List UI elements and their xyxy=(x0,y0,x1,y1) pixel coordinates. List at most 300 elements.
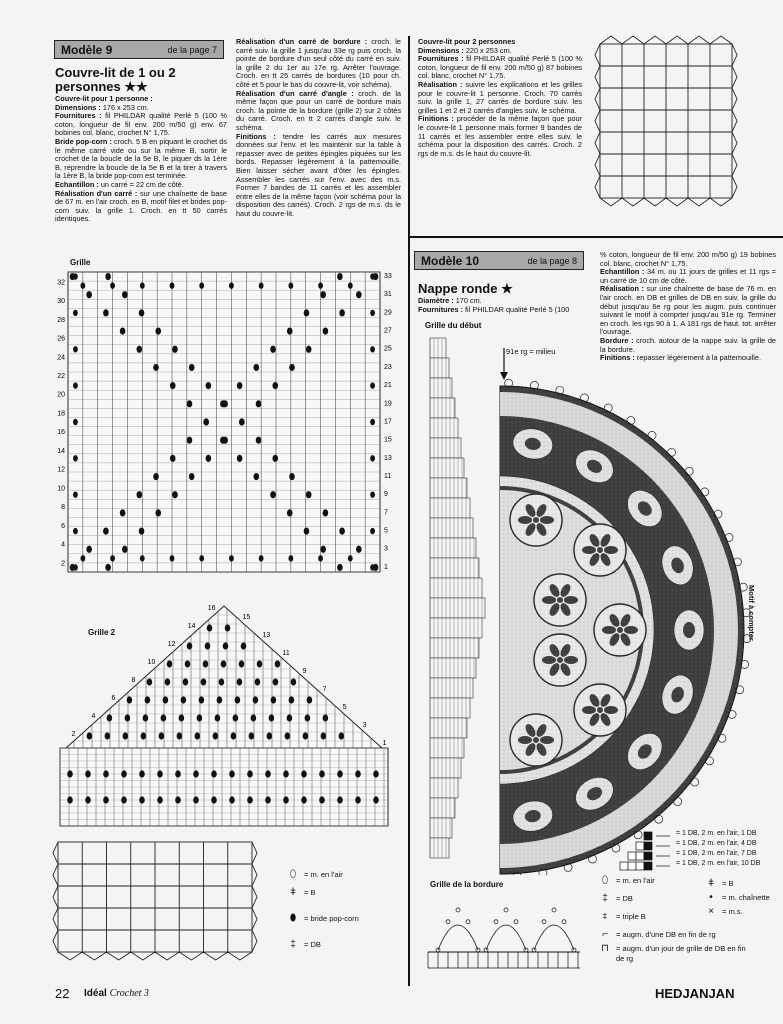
magazine-name: Idéal Crochet 3 xyxy=(84,988,149,999)
popcorn-mark xyxy=(147,678,153,685)
popcorn-mark xyxy=(339,309,345,316)
popcorn-mark xyxy=(73,528,78,534)
popcorn-mark xyxy=(255,678,261,685)
model9-title-line1: Couvre-lit de 1 ou 2 xyxy=(55,65,176,80)
row-number-left: 4 xyxy=(61,541,65,549)
row-number-right: 21 xyxy=(384,382,392,390)
grille2-row-number: 3 xyxy=(362,722,367,729)
popcorn-mark xyxy=(373,770,379,777)
popcorn-mark xyxy=(247,770,253,777)
popcorn-mark xyxy=(237,382,243,389)
popcorn-mark xyxy=(181,696,187,703)
col1-bride: croch. 5 B en piquant le crochet ds le même carré vide ou sur la même B, sortir le crochet de la boucle de la 5e B, le piquer ds la 1ère B, reprendre la boucle de la 5e B et la tirer à travers la 1ère B, la bride pop-corn est terminée. xyxy=(55,136,227,181)
grille2-row-number: 12 xyxy=(167,641,176,648)
popcorn-mark xyxy=(73,492,78,498)
popcorn-mark xyxy=(155,327,161,334)
popcorn-mark xyxy=(159,732,165,739)
popcorn-mark xyxy=(229,555,234,561)
row-number-right: 13 xyxy=(384,454,392,462)
grille2-row-number: 9 xyxy=(302,668,307,675)
popcorn-mark xyxy=(80,555,85,561)
model10-legend-left: ⬯ = m. en l'air ‡ = DB ⧧ = triple B ⌐ = augm. d'une DB en fin de rg ⊓ = augm. d'un jour de grille de DB en fin de rg xyxy=(594,872,756,970)
popcorn-mark xyxy=(195,732,201,739)
popcorn-mark xyxy=(253,696,259,703)
popcorn-mark xyxy=(73,419,78,425)
popcorn-mark xyxy=(172,491,178,498)
popcorn-mark xyxy=(222,437,228,444)
popcorn-mark xyxy=(307,696,313,703)
popcorn-mark xyxy=(270,346,276,353)
popcorn-mark xyxy=(185,660,191,667)
col3-finitions: procéder de la même façon que pour le couvre-lit 1 personne mais former 9 bandes de 11 carrés et les assembler entre elles suiv. le schéma pour la disposition des carrés. Croch. 2 rgs de m.s. ds le haut du couvre-lit. xyxy=(418,114,582,158)
popcorn-mark xyxy=(348,555,353,561)
popcorn-mark xyxy=(287,714,293,721)
popcorn-mark xyxy=(370,564,375,570)
popcorn-mark xyxy=(370,382,375,388)
row-number-left: 14 xyxy=(57,447,65,455)
col1-dimensions: 176 x 253 cm. xyxy=(100,102,149,112)
popcorn-mark xyxy=(229,796,235,803)
popcorn-mark xyxy=(306,491,312,498)
popcorn-mark xyxy=(189,473,195,480)
popcorn-mark xyxy=(125,714,131,721)
triple-treble-symbol-icon: ⧧ xyxy=(602,911,608,922)
popcorn-mark xyxy=(237,455,243,462)
popcorn-mark xyxy=(172,346,178,353)
bordure-chart xyxy=(424,890,584,972)
col1-realisation: sur une chaînette de base de 67 m. en l'air croch. en B, motif filet et brides pop-corn suiv. la grille 1. Croch. en tt 50 carrés identiques. xyxy=(55,188,227,224)
row-number-left: 32 xyxy=(57,279,65,287)
row-number-left: 30 xyxy=(57,298,65,306)
popcorn-mark xyxy=(206,455,212,462)
popcorn-mark xyxy=(211,770,217,777)
popcorn-mark xyxy=(199,282,204,288)
popcorn-mark xyxy=(110,282,115,288)
popcorn-mark xyxy=(356,546,362,553)
popcorn-mark xyxy=(237,678,243,685)
popcorn-mark xyxy=(288,282,293,288)
col2-finitions: tendre les carrés aux mesures données sur l'env. et les maintenir sur la table à repasser avec de petites épingles piquées sur les bords. Repasser légèrement à la pattemouille. Bien laisser sécher avant d'ôter les épingles. Assembler les carrés sur l'env. avec des m.s. Former 7 bandes de 11 carrés et les assembler entre elles de la même façon (voir schéma pour la disposition des carrés). Croch. 2 rgs de m.s. ds le haut du couvre-lit. xyxy=(236,131,402,218)
model9-border-schema xyxy=(52,838,264,968)
popcorn-mark xyxy=(105,732,111,739)
popcorn-mark xyxy=(323,509,329,516)
row-number-right: 3 xyxy=(384,545,388,553)
popcorn-mark xyxy=(155,509,161,516)
popcorn-mark xyxy=(199,555,204,561)
row-number-right: 27 xyxy=(384,327,392,335)
popcorn-mark xyxy=(233,714,239,721)
popcorn-mark xyxy=(73,455,78,461)
col3-realisation: suivre les explications et les grilles pour le couvre-lit 1 personne. Croch. 70 carrés suiv. la grille 1, 27 carrés de bordure suiv. les grilles 1 et 2 et 2 carrés d'angles suiv. le schéma. xyxy=(418,79,583,115)
popcorn-mark xyxy=(275,660,281,667)
popcorn-mark xyxy=(86,291,92,298)
popcorn-mark xyxy=(373,796,379,803)
popcorn-mark xyxy=(225,624,231,631)
popcorn-mark xyxy=(339,732,345,739)
treble-symbol-icon: ǂ xyxy=(290,887,296,898)
popcorn-mark xyxy=(272,382,278,389)
popcorn-symbol-icon: ⬮ xyxy=(289,913,297,924)
grille2-row-number: 8 xyxy=(131,677,136,684)
popcorn-mark xyxy=(229,282,234,288)
popcorn-mark xyxy=(201,678,207,685)
popcorn-mark xyxy=(304,527,310,534)
popcorn-mark xyxy=(288,555,293,561)
popcorn-mark xyxy=(163,696,169,703)
popcorn-mark xyxy=(289,473,295,480)
popcorn-mark xyxy=(289,364,295,371)
popcorn-mark xyxy=(143,714,149,721)
popcorn-mark xyxy=(206,382,212,389)
popcorn-mark xyxy=(187,642,193,649)
row-number-left: 22 xyxy=(57,373,65,380)
col3-fournitures-label: Fournitures : xyxy=(418,54,464,64)
popcorn-mark xyxy=(121,796,127,803)
row-number-left: 16 xyxy=(57,429,65,437)
popcorn-mark xyxy=(370,455,375,461)
popcorn-mark xyxy=(370,273,375,279)
col2-angle-label: Réalisation d'un carré d'angle : xyxy=(236,88,354,98)
row-number-left: 20 xyxy=(57,391,65,399)
popcorn-mark xyxy=(123,732,129,739)
popcorn-mark xyxy=(170,455,176,462)
col1-echantillon-label: Echantillon : xyxy=(55,179,99,189)
popcorn-mark xyxy=(139,309,145,316)
col1-dimensions-label: Dimensions : xyxy=(55,102,101,112)
increase-db-symbol-icon: ⌐ xyxy=(602,929,608,940)
popcorn-mark xyxy=(370,492,375,498)
popcorn-mark xyxy=(235,696,241,703)
popcorn-mark xyxy=(85,770,91,777)
popcorn-mark xyxy=(127,696,133,703)
popcorn-mark xyxy=(175,796,181,803)
popcorn-mark xyxy=(348,282,353,288)
popcorn-mark xyxy=(318,555,323,561)
popcorn-mark xyxy=(265,770,271,777)
row-number-right: 23 xyxy=(384,363,392,371)
popcorn-mark xyxy=(179,714,185,721)
row-number-right: 7 xyxy=(384,509,388,517)
popcorn-mark xyxy=(287,509,293,516)
popcorn-mark xyxy=(183,678,189,685)
model10-legend-right: ǂ = B • = m. chaînette × = m.s. xyxy=(700,877,770,919)
popcorn-mark xyxy=(271,696,277,703)
double-treble-symbol-icon: ‡ xyxy=(602,893,608,904)
grille2-row-number: 15 xyxy=(242,614,251,621)
popcorn-mark xyxy=(239,418,245,425)
grille2-row-number: 13 xyxy=(262,632,271,639)
popcorn-mark xyxy=(229,770,235,777)
col1-realisation-label: Réalisation d'un carré : xyxy=(55,188,138,198)
popcorn-mark xyxy=(73,564,78,570)
grille2-chart xyxy=(52,598,397,830)
model10-title: Nappe ronde ★ xyxy=(418,281,513,296)
popcorn-mark xyxy=(356,291,362,298)
popcorn-mark xyxy=(170,382,176,389)
model10-top-rule xyxy=(408,236,783,238)
popcorn-mark xyxy=(304,309,310,316)
grille2-label: Grille 2 xyxy=(88,628,116,637)
popcorn-mark xyxy=(103,309,109,316)
popcorn-mark xyxy=(145,696,151,703)
popcorn-mark xyxy=(231,732,237,739)
popcorn-mark xyxy=(219,678,225,685)
popcorn-mark xyxy=(259,282,264,288)
popcorn-mark xyxy=(187,400,193,407)
popcorn-mark xyxy=(140,282,145,288)
model10-page-ref: de la page 8 xyxy=(527,255,577,266)
popcorn-mark xyxy=(153,364,159,371)
popcorn-mark xyxy=(73,346,78,352)
db-key-diagram xyxy=(612,828,672,878)
popcorn-mark xyxy=(193,770,199,777)
popcorn-mark xyxy=(189,364,195,371)
doily-chart xyxy=(424,330,754,875)
row-number-right: 15 xyxy=(384,436,392,444)
row-number-left: 8 xyxy=(61,504,65,512)
row-number-right: 31 xyxy=(384,291,392,299)
popcorn-mark xyxy=(355,796,361,803)
row-number-right: 19 xyxy=(384,400,392,408)
row-number-right: 1 xyxy=(384,563,388,571)
popcorn-mark xyxy=(67,770,73,777)
col1-echantillon: un carré = 22 cm de côté. xyxy=(98,179,184,189)
popcorn-mark xyxy=(139,770,145,777)
popcorn-mark xyxy=(320,546,326,553)
popcorn-mark xyxy=(103,796,109,803)
slip-stitch-symbol-icon: • xyxy=(709,892,713,903)
popcorn-mark xyxy=(339,527,345,534)
popcorn-mark xyxy=(283,796,289,803)
popcorn-mark xyxy=(259,555,264,561)
popcorn-mark xyxy=(193,796,199,803)
popcorn-mark xyxy=(247,796,253,803)
popcorn-mark xyxy=(254,473,260,480)
popcorn-mark xyxy=(105,564,111,571)
popcorn-mark xyxy=(73,310,78,316)
model9-page-ref: de la page 7 xyxy=(167,44,217,55)
popcorn-mark xyxy=(107,714,113,721)
row-number-left: 28 xyxy=(57,316,65,324)
grille2-row-number: 6 xyxy=(111,695,116,702)
popcorn-mark xyxy=(337,770,343,777)
grille2-row-number: 14 xyxy=(187,623,196,630)
grille2-row-number: 11 xyxy=(282,650,290,657)
popcorn-mark xyxy=(211,796,217,803)
popcorn-mark xyxy=(337,796,343,803)
popcorn-mark xyxy=(203,660,209,667)
popcorn-mark xyxy=(161,714,167,721)
increase-mesh-symbol-icon: ⊓ xyxy=(601,943,609,954)
popcorn-mark xyxy=(370,528,375,534)
popcorn-mark xyxy=(165,678,171,685)
grille-bordure-label: Grille de la bordure xyxy=(430,880,504,889)
col2-finitions-label: Finitions : xyxy=(236,131,276,141)
popcorn-mark xyxy=(251,714,257,721)
model9-col3-text xyxy=(418,38,582,158)
popcorn-mark xyxy=(257,660,263,667)
grille2-row-number: 7 xyxy=(322,686,327,693)
popcorn-mark xyxy=(153,473,159,480)
col2-bordure: croch. le carré suiv. la grille 1 jusqu'au 33e rg puis croch. la pointe de bordure d'un seul côté du carré en suiv. la grille 2 du 1er au 17e rg. Arrêter l'ouvrage. Croch. en tt 25 carrés de bordures (10 pour ch. côté et 5 pour le bas du couvre-lit, voir schéma). xyxy=(236,37,401,89)
popcorn-mark xyxy=(301,770,307,777)
legend-chain: ⬯ = m. en l'air xyxy=(282,866,359,884)
popcorn-mark xyxy=(103,527,109,534)
legend-db: ‡ = DB xyxy=(282,936,359,954)
legend-b: ǂ = B xyxy=(282,884,359,902)
grille2-row-number: 4 xyxy=(91,713,96,720)
grille2-row-number: 1 xyxy=(382,740,387,747)
popcorn-mark xyxy=(221,660,227,667)
popcorn-mark xyxy=(122,291,128,298)
model9-legend xyxy=(282,866,359,954)
col1-fournitures: fil PHILDAR qualité Perlé 5 (100 % coton, longueur de fil env. 200 m/50 g) env. 67 bobines col. blanc, crochet N° 1,75. xyxy=(55,111,227,138)
model10-left-text: Diamètre : 170 cm. Fournitures : fil PHILDAR qualité Perlé 5 (100 xyxy=(418,296,570,314)
popcorn-mark xyxy=(291,678,297,685)
popcorn-mark xyxy=(105,273,111,280)
col3-dimensions-label: Dimensions : xyxy=(418,45,464,55)
col3-subhead: Couvre-lit pour 2 personnes xyxy=(418,37,516,46)
db-key-lines: = 1 DB, 2 m. en l'air, 1 DB = 1 DB, 2 m. en l'air, 4 DB = 1 DB, 2 m. en l'air, 7 DB = 1 DB, 2 m. en l'air, 10 DB xyxy=(676,830,761,867)
popcorn-mark xyxy=(256,437,262,444)
popcorn-mark xyxy=(157,796,163,803)
popcorn-mark xyxy=(321,732,327,739)
popcorn-mark xyxy=(337,564,343,571)
popcorn-mark xyxy=(67,796,73,803)
popcorn-mark xyxy=(319,796,325,803)
popcorn-mark xyxy=(215,714,221,721)
grille2-row-number: 5 xyxy=(342,704,347,711)
popcorn-mark xyxy=(139,796,145,803)
col3-realisation-label: Réalisation : xyxy=(418,79,463,89)
grille-debut-label: Grille du début xyxy=(425,321,482,330)
popcorn-mark xyxy=(85,796,91,803)
row-number-right: 33 xyxy=(384,273,392,280)
popcorn-mark xyxy=(370,419,375,425)
popcorn-mark xyxy=(254,364,260,371)
popcorn-mark xyxy=(323,327,329,334)
chain-symbol-icon: ⬯ xyxy=(601,875,609,886)
popcorn-mark xyxy=(157,770,163,777)
col1-subhead: Couvre-lit pour 1 personne : xyxy=(55,94,153,103)
double-treble-symbol-icon: ‡ xyxy=(290,939,296,950)
grille2-row-number: 2 xyxy=(71,731,76,738)
popcorn-mark xyxy=(265,796,271,803)
chain-symbol-icon: ⬯ xyxy=(289,869,297,880)
model9-header xyxy=(54,40,224,59)
row-number-left: 24 xyxy=(57,354,65,362)
col2-bordure-label: Réalisation d'un carré de bordure : xyxy=(236,37,368,46)
model9-title-line2: personnes ★★ xyxy=(55,79,148,94)
popcorn-mark xyxy=(301,796,307,803)
col3-finitions-label: Finitions : xyxy=(418,114,454,124)
page-number: 22 xyxy=(55,986,70,1001)
col1-bride-label: Bride pop-corn : xyxy=(55,136,112,146)
popcorn-mark xyxy=(203,418,209,425)
popcorn-mark xyxy=(87,732,93,739)
popcorn-mark xyxy=(239,660,245,667)
popcorn-mark xyxy=(305,714,311,721)
col3-fournitures: fil PHILDAR qualité Perlé 5 (100 % coton, longueur de fil env. 200 m/50 g) 87 bobines col. blanc, crochet N° 1,75. xyxy=(418,54,582,81)
popcorn-mark xyxy=(139,527,145,534)
popcorn-mark xyxy=(287,327,293,334)
model10-right-text: % coton, longueur de fil env. 200 m/50 g) 19 bobines col. blanc, crochet N° 1,75. Echantillon : 34 m. ou 11 jours de grilles et 11 rgs = un carré de 10 cm de côté. Réalisation : sur une chaînette de base de 76 m. en l'air croch. en DB et grilles de DB en suiv. la grille du début jusqu'au 6e rg pour les augm. puis continuer suivant le motif à comprter jusqu'au 91e rg. Terminer en croch. les rgs 90 à 1. A 181 rgs de haut. tot. arrêter l'ouvrage. Bordure : croch. autour de la nappe suiv. la grille de la bordure. Finitions : repasser légèrement à la pattemouille. xyxy=(600,250,776,363)
col3-dimensions: 220 x 253 cm. xyxy=(463,45,512,55)
col2-angle: croch. de la même façon que pour un carré de bordure mais croch. la pointe de la bordure (grille 2) sur 2 côtés du carré. Croch. en tt 2 carrés d'angle suiv. le schéma. xyxy=(236,88,401,132)
popcorn-mark xyxy=(187,437,193,444)
popcorn-mark xyxy=(320,291,326,298)
popcorn-mark xyxy=(273,678,279,685)
row-number-left: 6 xyxy=(61,522,65,530)
popcorn-mark xyxy=(121,770,127,777)
popcorn-mark xyxy=(137,346,143,353)
popcorn-mark xyxy=(370,310,375,316)
popcorn-mark xyxy=(285,732,291,739)
popcorn-mark xyxy=(283,770,289,777)
row-number-right: 5 xyxy=(384,527,388,535)
popcorn-mark xyxy=(177,732,183,739)
grille1-chart xyxy=(52,268,402,580)
column-divider xyxy=(408,36,410,986)
row-number-right: 29 xyxy=(384,309,392,317)
popcorn-mark xyxy=(110,555,115,561)
model10-header xyxy=(414,251,584,270)
popcorn-mark xyxy=(80,282,85,288)
popcorn-mark xyxy=(73,273,78,279)
popcorn-mark xyxy=(199,696,205,703)
treble-symbol-icon: ǂ xyxy=(708,878,714,889)
popcorn-mark xyxy=(141,732,147,739)
popcorn-mark xyxy=(120,509,126,516)
grille2-row-number: 16 xyxy=(207,605,216,612)
popcorn-mark xyxy=(270,491,276,498)
model9-name: Modèle 9 xyxy=(61,42,113,57)
popcorn-mark xyxy=(137,491,143,498)
popcorn-mark xyxy=(269,714,275,721)
popcorn-mark xyxy=(213,732,219,739)
milieu-label: 91e rg = milieu xyxy=(506,347,556,356)
popcorn-mark xyxy=(272,455,278,462)
popcorn-mark xyxy=(370,346,375,352)
popcorn-mark xyxy=(170,555,175,561)
row-number-right: 9 xyxy=(384,491,388,499)
popcorn-mark xyxy=(306,346,312,353)
row-number-left: 2 xyxy=(61,560,65,568)
popcorn-mark xyxy=(205,642,211,649)
popcorn-mark xyxy=(120,327,126,334)
watermark: HEDJANJAN xyxy=(655,986,735,1001)
popcorn-mark xyxy=(337,273,343,280)
row-number-right: 25 xyxy=(384,345,392,353)
single-crochet-symbol-icon: × xyxy=(708,906,714,917)
row-number-left: 10 xyxy=(57,485,65,493)
popcorn-mark xyxy=(220,400,226,407)
popcorn-mark xyxy=(355,770,361,777)
model10-name: Modèle 10 xyxy=(421,253,480,268)
popcorn-mark xyxy=(241,642,247,649)
model9-assembly-schema xyxy=(594,28,742,228)
row-number-left: 18 xyxy=(57,410,65,418)
popcorn-mark xyxy=(103,770,109,777)
row-number-right: 17 xyxy=(384,418,392,426)
popcorn-mark xyxy=(140,555,145,561)
col1-fournitures-label: Fournitures : xyxy=(55,111,102,121)
popcorn-mark xyxy=(207,624,213,631)
model9-col2-text xyxy=(236,38,401,218)
popcorn-mark xyxy=(256,400,262,407)
popcorn-mark xyxy=(323,714,329,721)
row-number-right: 11 xyxy=(384,473,392,480)
